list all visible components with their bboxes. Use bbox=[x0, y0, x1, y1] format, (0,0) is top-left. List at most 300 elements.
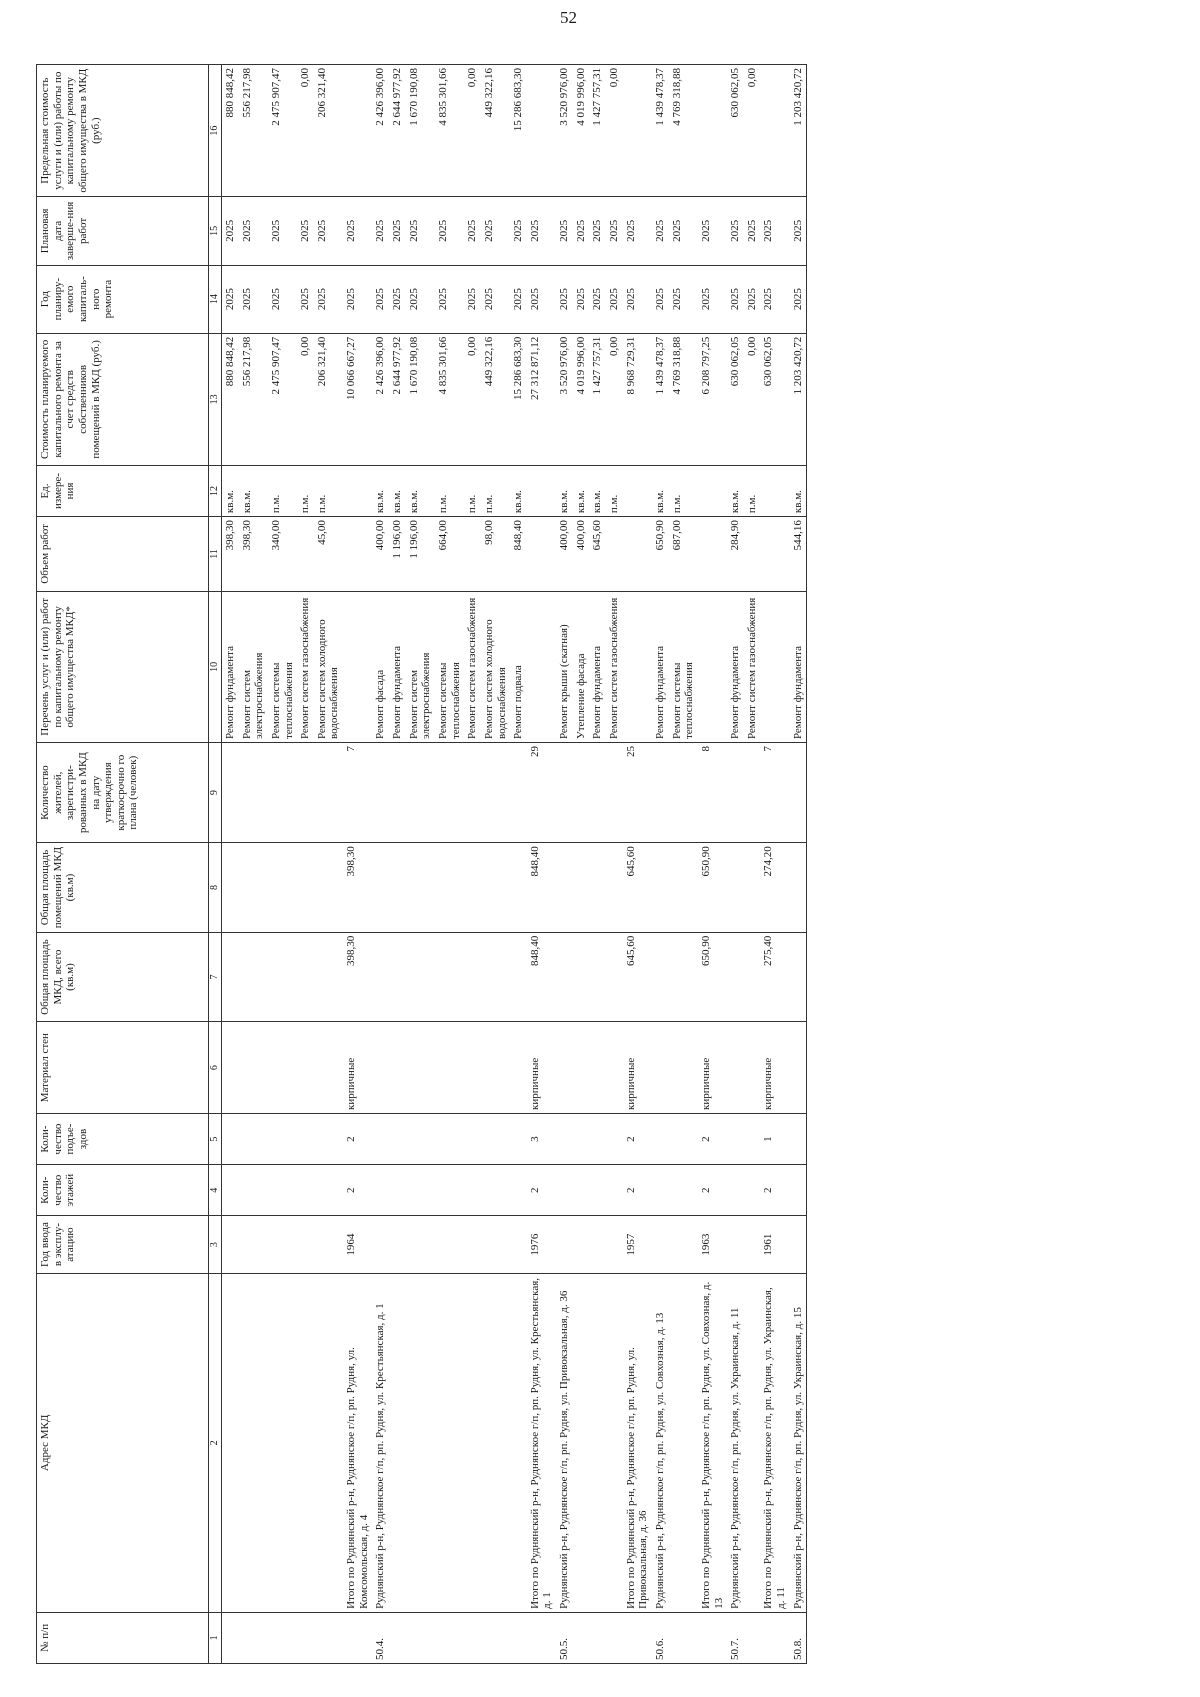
table-cell bbox=[589, 932, 606, 1022]
table-cell bbox=[389, 1273, 406, 1612]
column-header: Перечень услуг и (или) работ по капитальному ремонту общего имущества МКД* bbox=[37, 591, 209, 742]
table-row bbox=[744, 65, 761, 1664]
table-cell: 15 286 683,30 bbox=[510, 65, 527, 197]
table-cell: 556 217,98 bbox=[239, 333, 268, 465]
column-number-row bbox=[209, 65, 222, 1664]
table-cell: 2025 bbox=[372, 197, 389, 265]
table-cell: 2025 bbox=[389, 265, 406, 333]
table-cell bbox=[589, 1273, 606, 1612]
table-cell: 50.5. bbox=[556, 1612, 573, 1663]
table-cell: 398,30 bbox=[343, 932, 372, 1022]
table-cell bbox=[314, 1612, 343, 1663]
table-cell bbox=[464, 743, 481, 843]
table-cell bbox=[698, 517, 727, 592]
table-cell bbox=[297, 1273, 314, 1612]
table-cell bbox=[406, 1165, 435, 1216]
table-cell bbox=[606, 743, 623, 843]
table-cell: 630 062,05 bbox=[727, 333, 744, 465]
table-cell bbox=[389, 843, 406, 933]
table-cell bbox=[464, 932, 481, 1022]
table-cell: кирпичные bbox=[760, 1022, 789, 1114]
table-cell bbox=[239, 1273, 268, 1612]
table-cell: Ремонт крыши (скатная) bbox=[556, 591, 573, 742]
table-cell: 10 066 667,27 bbox=[343, 333, 372, 465]
table-cell: 2025 bbox=[760, 197, 789, 265]
table-cell bbox=[573, 1216, 590, 1274]
table-cell bbox=[510, 932, 527, 1022]
table-cell: 2025 bbox=[556, 265, 573, 333]
table-cell bbox=[481, 1022, 510, 1114]
table-row bbox=[481, 65, 510, 1664]
table-cell: Ремонт подвала bbox=[510, 591, 527, 742]
table-cell: 2025 bbox=[698, 265, 727, 333]
table-cell bbox=[727, 1113, 744, 1164]
table-cell: 2025 bbox=[314, 197, 343, 265]
table-cell: 2025 bbox=[406, 197, 435, 265]
column-header: Материал стен bbox=[37, 1022, 209, 1114]
table-cell bbox=[556, 1113, 573, 1164]
table-cell: 449 322,16 bbox=[481, 65, 510, 197]
column-header: Год ввода в эксплу-атацию bbox=[37, 1216, 209, 1274]
table-cell bbox=[268, 1022, 297, 1114]
table-cell bbox=[760, 591, 789, 742]
table-cell: 2 426 396,00 bbox=[372, 333, 389, 465]
table-cell bbox=[389, 932, 406, 1022]
table-cell bbox=[744, 843, 761, 933]
table-cell: 27 312 871,12 bbox=[527, 333, 556, 465]
table-cell bbox=[464, 517, 481, 592]
column-number: 2 bbox=[209, 1273, 222, 1612]
table-cell bbox=[744, 1113, 761, 1164]
table-cell: Ремонт систем холодного водоснабжения bbox=[314, 591, 343, 742]
table-cell bbox=[669, 743, 698, 843]
table-cell bbox=[573, 1022, 590, 1114]
table-cell bbox=[510, 1113, 527, 1164]
table-cell: 274,20 bbox=[760, 843, 789, 933]
table-cell: 0,00 bbox=[464, 333, 481, 465]
table-cell bbox=[239, 1165, 268, 1216]
table-cell: 2025 bbox=[372, 265, 389, 333]
table-cell bbox=[606, 843, 623, 933]
table-cell: кв.м. bbox=[406, 465, 435, 516]
table-cell bbox=[727, 932, 744, 1022]
table-cell bbox=[589, 1165, 606, 1216]
table-cell bbox=[239, 1612, 268, 1663]
table-cell bbox=[510, 743, 527, 843]
table-cell: Ремонт систем электроснабжения bbox=[239, 591, 268, 742]
table-cell: п.м. bbox=[297, 465, 314, 516]
table-cell bbox=[435, 932, 464, 1022]
table-cell bbox=[527, 517, 556, 592]
table-cell bbox=[510, 843, 527, 933]
table-cell: 50.7. bbox=[727, 1612, 744, 1663]
table-cell bbox=[268, 932, 297, 1022]
table-cell bbox=[790, 1165, 807, 1216]
table-cell: 2025 bbox=[510, 197, 527, 265]
table-cell: 2025 bbox=[573, 265, 590, 333]
table-cell: кв.м. bbox=[790, 465, 807, 516]
table-cell bbox=[406, 932, 435, 1022]
column-header: Коли-чество подъе-здов bbox=[37, 1113, 209, 1164]
table-row bbox=[239, 65, 268, 1664]
table-cell bbox=[222, 1273, 239, 1612]
table-cell bbox=[669, 1216, 698, 1274]
repair-plan-table bbox=[36, 64, 807, 1664]
table-cell: 687,00 bbox=[669, 517, 698, 592]
table-cell bbox=[510, 1022, 527, 1114]
table-row bbox=[297, 65, 314, 1664]
table-cell: 2025 bbox=[698, 197, 727, 265]
page-number: 52 bbox=[560, 8, 577, 27]
table-cell bbox=[343, 591, 372, 742]
table-cell: 98,00 bbox=[481, 517, 510, 592]
table-cell: 0,00 bbox=[606, 65, 623, 197]
table-cell bbox=[744, 1273, 761, 1612]
table-cell bbox=[297, 1165, 314, 1216]
table-cell: 2 bbox=[527, 1165, 556, 1216]
table-cell: Руднянский р-н, Руднянское г/п, рп. Рудня, ул. Украинская, д. 11 bbox=[727, 1273, 744, 1612]
table-cell bbox=[481, 932, 510, 1022]
table-cell: Итого по Руднянский р-н, Руднянское г/п, рп. Рудня, ул. Комсомольская, д. 4 bbox=[343, 1273, 372, 1612]
table-cell: 2 bbox=[343, 1113, 372, 1164]
table-cell bbox=[606, 1165, 623, 1216]
column-header: Адрес МКД bbox=[37, 1273, 209, 1612]
table-cell bbox=[556, 743, 573, 843]
table-cell: кирпичные bbox=[623, 1022, 652, 1114]
table-cell bbox=[464, 1612, 481, 1663]
table-cell bbox=[623, 591, 652, 742]
table-cell bbox=[343, 517, 372, 592]
table-cell bbox=[573, 1612, 590, 1663]
table-cell: 2025 bbox=[239, 265, 268, 333]
table-cell bbox=[744, 932, 761, 1022]
table-cell: кв.м. bbox=[239, 465, 268, 516]
table-cell: 2025 bbox=[239, 197, 268, 265]
table-cell: кирпичные bbox=[698, 1022, 727, 1114]
table-cell: 848,40 bbox=[527, 932, 556, 1022]
table-cell bbox=[606, 1022, 623, 1114]
table-cell bbox=[314, 1216, 343, 1274]
table-cell: Ремонт фундамента bbox=[589, 591, 606, 742]
table-cell: 2025 bbox=[222, 197, 239, 265]
table-cell bbox=[652, 1216, 669, 1274]
table-cell bbox=[556, 1216, 573, 1274]
rotated-table-container bbox=[36, 64, 1166, 1664]
table-row bbox=[669, 65, 698, 1664]
table-cell bbox=[239, 1022, 268, 1114]
table-cell bbox=[589, 1022, 606, 1114]
table-cell bbox=[727, 743, 744, 843]
table-cell bbox=[343, 1612, 372, 1663]
table-cell: кв.м. bbox=[556, 465, 573, 516]
table-cell: Ремонт системы теплоснабжения bbox=[669, 591, 698, 742]
table-cell: 1 196,00 bbox=[389, 517, 406, 592]
table-cell bbox=[222, 1165, 239, 1216]
table-cell bbox=[760, 465, 789, 516]
table-row bbox=[314, 65, 343, 1664]
table-cell: 45,00 bbox=[314, 517, 343, 592]
column-number: 12 bbox=[209, 465, 222, 516]
table-cell: 2025 bbox=[623, 197, 652, 265]
table-cell: 2025 bbox=[343, 265, 372, 333]
table-cell bbox=[669, 1113, 698, 1164]
table-cell: 206 321,40 bbox=[314, 333, 343, 465]
table-cell bbox=[314, 1273, 343, 1612]
table-cell bbox=[297, 517, 314, 592]
table-cell bbox=[314, 1022, 343, 1114]
table-row bbox=[435, 65, 464, 1664]
table-row bbox=[222, 65, 239, 1664]
table-cell bbox=[239, 1113, 268, 1164]
column-number: 4 bbox=[209, 1165, 222, 1216]
table-cell: 7 bbox=[760, 743, 789, 843]
table-cell bbox=[698, 65, 727, 197]
table-cell bbox=[760, 1612, 789, 1663]
table-cell: 0,00 bbox=[297, 65, 314, 197]
table-cell bbox=[589, 743, 606, 843]
table-cell: 630 062,05 bbox=[760, 333, 789, 465]
table-row bbox=[589, 65, 606, 1664]
table-cell: 650,90 bbox=[652, 517, 669, 592]
column-number: 8 bbox=[209, 843, 222, 933]
table-cell: 50.8. bbox=[790, 1612, 807, 1663]
table-cell: п.м. bbox=[435, 465, 464, 516]
table-cell: Утепление фасада bbox=[573, 591, 590, 742]
table-cell bbox=[314, 843, 343, 933]
table-cell bbox=[652, 1113, 669, 1164]
table-cell bbox=[464, 1273, 481, 1612]
table-cell: 3 520 976,00 bbox=[556, 65, 573, 197]
table-cell bbox=[790, 1216, 807, 1274]
table-cell bbox=[435, 843, 464, 933]
table-cell bbox=[372, 1165, 389, 1216]
table-row bbox=[790, 65, 807, 1664]
table-cell bbox=[698, 465, 727, 516]
table-cell bbox=[727, 1022, 744, 1114]
table-cell: кв.м. bbox=[222, 465, 239, 516]
table-cell bbox=[573, 1273, 590, 1612]
table-cell bbox=[573, 932, 590, 1022]
table-cell bbox=[343, 465, 372, 516]
table-cell: 2 bbox=[623, 1113, 652, 1164]
table-cell: п.м. bbox=[268, 465, 297, 516]
table-cell: 15 286 683,30 bbox=[510, 333, 527, 465]
table-row bbox=[510, 65, 527, 1664]
table-cell bbox=[790, 932, 807, 1022]
table-cell: Итого по Руднянский р-н, Руднянское г/п, рп. Рудня, ул. Украинская, д. 11 bbox=[760, 1273, 789, 1612]
table-cell bbox=[606, 1273, 623, 1612]
table-cell bbox=[389, 1216, 406, 1274]
table-cell bbox=[239, 743, 268, 843]
table-cell bbox=[527, 1612, 556, 1663]
table-cell bbox=[268, 743, 297, 843]
table-cell: кирпичные bbox=[343, 1022, 372, 1114]
table-cell bbox=[623, 65, 652, 197]
table-cell: Ремонт фундамента bbox=[652, 591, 669, 742]
table-cell: Ремонт систем газоснабжения bbox=[744, 591, 761, 742]
header-row bbox=[37, 65, 209, 1664]
table-cell bbox=[372, 932, 389, 1022]
table-cell bbox=[760, 65, 789, 197]
table-cell: 2025 bbox=[389, 197, 406, 265]
total-row bbox=[698, 65, 727, 1664]
table-cell: 650,90 bbox=[698, 932, 727, 1022]
table-cell bbox=[268, 1113, 297, 1164]
table-cell: 2 426 396,00 bbox=[372, 65, 389, 197]
table-cell: Ремонт фундамента bbox=[790, 591, 807, 742]
table-cell bbox=[389, 1113, 406, 1164]
table-cell: 4 019 996,00 bbox=[573, 333, 590, 465]
table-cell: 0,00 bbox=[606, 333, 623, 465]
table-cell bbox=[435, 1165, 464, 1216]
table-cell: 2025 bbox=[222, 265, 239, 333]
table-cell: 2025 bbox=[464, 197, 481, 265]
table-cell bbox=[573, 843, 590, 933]
table-cell: 400,00 bbox=[372, 517, 389, 592]
table-cell: Ремонт системы теплоснабжения bbox=[268, 591, 297, 742]
column-header: Общая площадь МКД, всего (кв.м) bbox=[37, 932, 209, 1022]
table-cell bbox=[606, 932, 623, 1022]
table-cell bbox=[222, 932, 239, 1022]
table-cell bbox=[297, 1612, 314, 1663]
table-cell: 2025 bbox=[268, 197, 297, 265]
table-cell bbox=[589, 843, 606, 933]
table-row bbox=[556, 65, 573, 1664]
table-cell bbox=[389, 1022, 406, 1114]
table-cell: 1 427 757,31 bbox=[589, 333, 606, 465]
table-cell: 29 bbox=[527, 743, 556, 843]
table-cell: Ремонт систем газоснабжения bbox=[297, 591, 314, 742]
table-cell: 2025 bbox=[589, 197, 606, 265]
table-cell: 2 bbox=[698, 1113, 727, 1164]
table-cell bbox=[510, 1165, 527, 1216]
table-cell: 544,16 bbox=[790, 517, 807, 592]
table-cell: 2025 bbox=[623, 265, 652, 333]
column-header: Общая площадь помещений МКД (кв.м) bbox=[37, 843, 209, 933]
table-cell bbox=[297, 1216, 314, 1274]
table-cell: 2 644 977,92 bbox=[389, 333, 406, 465]
table-cell: 630 062,05 bbox=[727, 65, 744, 197]
table-cell: 2025 bbox=[343, 197, 372, 265]
table-cell: 50.6. bbox=[652, 1612, 669, 1663]
table-cell: 848,40 bbox=[510, 517, 527, 592]
table-cell bbox=[372, 1216, 389, 1274]
table-cell: 880 848,42 bbox=[222, 65, 239, 197]
table-cell bbox=[372, 843, 389, 933]
table-cell bbox=[573, 743, 590, 843]
table-cell: 2 475 907,47 bbox=[268, 333, 297, 465]
table-cell: 848,40 bbox=[527, 843, 556, 933]
table-cell: 1 196,00 bbox=[406, 517, 435, 592]
table-cell bbox=[435, 1216, 464, 1274]
table-cell: 2 475 907,47 bbox=[268, 65, 297, 197]
column-header: Объем работ bbox=[37, 517, 209, 592]
table-cell bbox=[510, 1612, 527, 1663]
table-cell: 1957 bbox=[623, 1216, 652, 1274]
table-cell: 2025 bbox=[406, 265, 435, 333]
table-cell bbox=[652, 743, 669, 843]
column-header: Год планиру-емого капиталь-ного ремонта bbox=[37, 265, 209, 333]
column-header: Плановая дата заверше-ния работ bbox=[37, 197, 209, 265]
table-cell bbox=[464, 1022, 481, 1114]
column-header: № п/п bbox=[37, 1612, 209, 1663]
table-cell: 4 769 318,88 bbox=[669, 333, 698, 465]
table-cell bbox=[406, 1113, 435, 1164]
table-cell: 0,00 bbox=[464, 65, 481, 197]
table-cell: 1 203 420,72 bbox=[790, 65, 807, 197]
table-cell bbox=[744, 517, 761, 592]
table-cell bbox=[464, 1216, 481, 1274]
table-cell bbox=[606, 517, 623, 592]
table-cell: 2 644 977,92 bbox=[389, 65, 406, 197]
table-cell bbox=[268, 843, 297, 933]
table-cell bbox=[744, 1165, 761, 1216]
table-cell: 0,00 bbox=[297, 333, 314, 465]
column-header: Ед. измере-ния bbox=[37, 465, 209, 516]
table-cell bbox=[297, 1113, 314, 1164]
table-cell bbox=[652, 843, 669, 933]
table-cell bbox=[222, 1113, 239, 1164]
table-cell bbox=[406, 743, 435, 843]
table-cell: 1 203 420,72 bbox=[790, 333, 807, 465]
table-cell: 2025 bbox=[481, 197, 510, 265]
table-cell bbox=[268, 1165, 297, 1216]
table-cell: 2025 bbox=[727, 197, 744, 265]
table-cell: Ремонт систем газоснабжения bbox=[464, 591, 481, 742]
table-cell: 2025 bbox=[790, 197, 807, 265]
table-row bbox=[652, 65, 669, 1664]
table-cell: 206 321,40 bbox=[314, 65, 343, 197]
table-cell: 2025 bbox=[556, 197, 573, 265]
table-cell bbox=[297, 743, 314, 843]
table-cell bbox=[669, 1273, 698, 1612]
table-cell: кв.м. bbox=[510, 465, 527, 516]
table-cell: п.м. bbox=[744, 465, 761, 516]
table-cell bbox=[744, 1022, 761, 1114]
table-cell: 449 322,16 bbox=[481, 333, 510, 465]
column-number: 6 bbox=[209, 1022, 222, 1114]
table-cell bbox=[222, 743, 239, 843]
table-cell: Руднянский р-н, Руднянское г/п, рп. Рудня, ул. Совхозная, д. 13 bbox=[652, 1273, 669, 1612]
table-cell bbox=[790, 843, 807, 933]
table-cell bbox=[239, 843, 268, 933]
table-cell: Итого по Руднянский р-н, Руднянское г/п, рп. Рудня, ул. Совхозная, д. 13 bbox=[698, 1273, 727, 1612]
table-cell bbox=[372, 1022, 389, 1114]
table-cell bbox=[481, 1113, 510, 1164]
table-cell bbox=[222, 1612, 239, 1663]
table-cell: 2025 bbox=[652, 197, 669, 265]
table-cell bbox=[652, 1165, 669, 1216]
table-cell bbox=[623, 465, 652, 516]
table-cell: 8 968 729,31 bbox=[623, 333, 652, 465]
table-cell bbox=[268, 1612, 297, 1663]
table-cell bbox=[464, 1165, 481, 1216]
table-cell: кв.м. bbox=[727, 465, 744, 516]
table-cell: п.м. bbox=[464, 465, 481, 516]
column-number: 11 bbox=[209, 517, 222, 592]
table-cell: 398,30 bbox=[222, 517, 239, 592]
column-number: 13 bbox=[209, 333, 222, 465]
table-cell: 664,00 bbox=[435, 517, 464, 592]
table-cell: 2025 bbox=[744, 197, 761, 265]
table-cell bbox=[727, 1216, 744, 1274]
table-cell bbox=[222, 1022, 239, 1114]
table-row bbox=[573, 65, 590, 1664]
table-cell bbox=[527, 465, 556, 516]
table-cell bbox=[297, 843, 314, 933]
table-cell bbox=[669, 1612, 698, 1663]
table-cell: кв.м. bbox=[389, 465, 406, 516]
